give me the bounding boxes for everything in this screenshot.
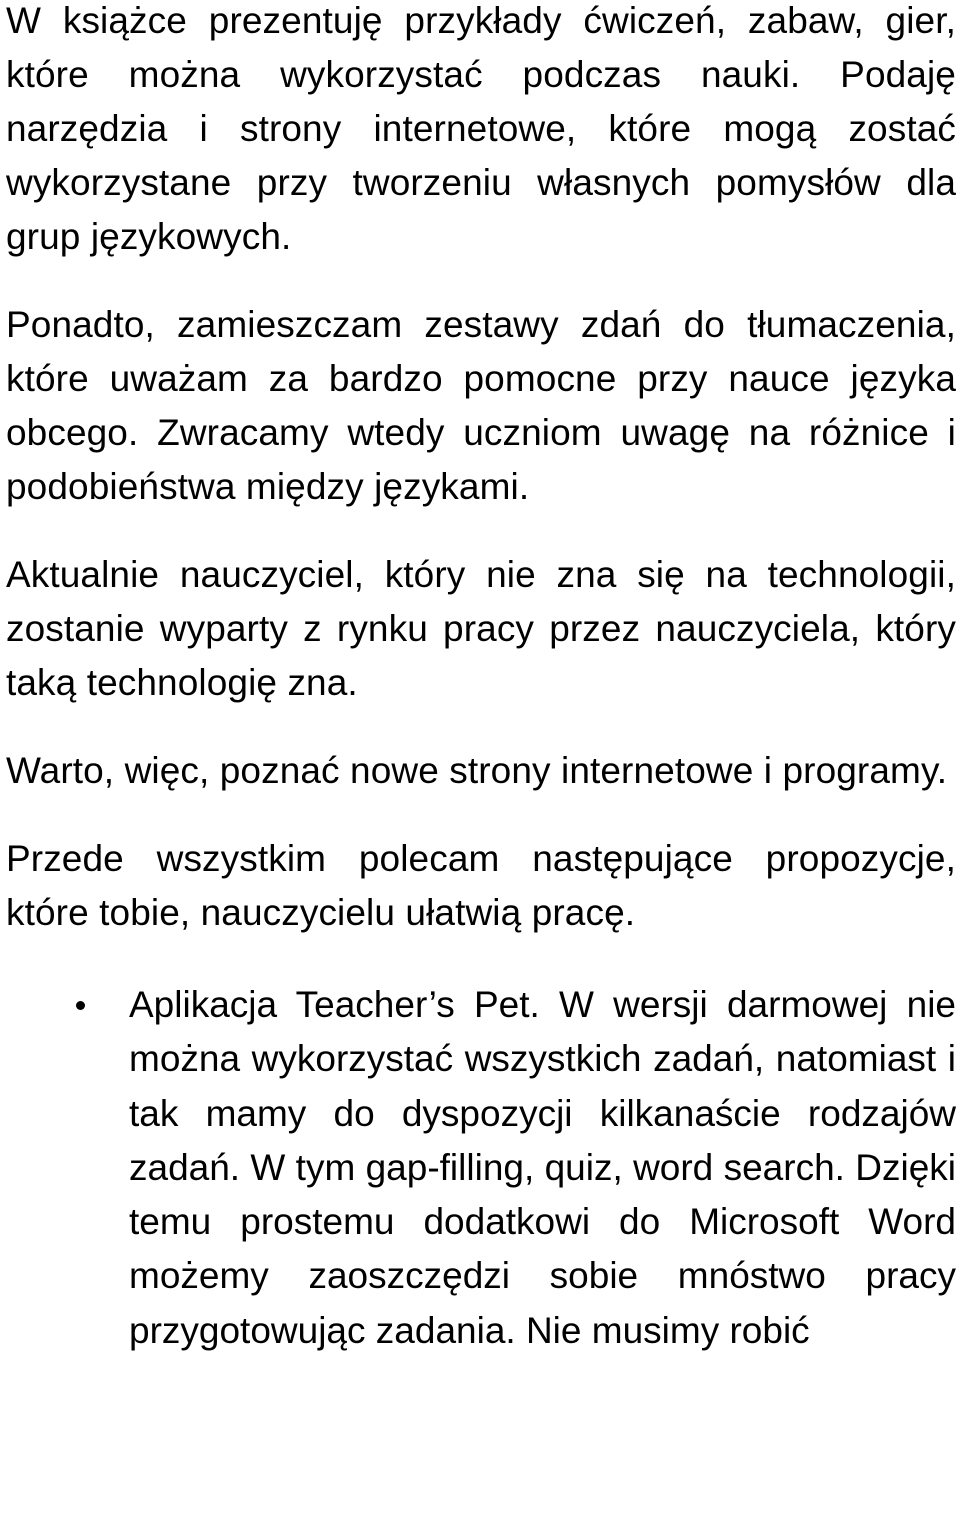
paragraph-technology: Aktualnie nauczyciel, który nie zna się na technologii, zostanie wyparty z rynku pracy przez nauczyciela, który taką technologię zna.	[6, 554, 956, 703]
document-page	[6, 0, 956, 1358]
paragraph-intro: W książce prezentuję przykłady ćwiczeń, zabaw, gier, które można wykorzystać podczas nauki. Podaję narzędzia i strony internetowe, które mogą zostać wykorzystane przy tworzeniu własnych pomysłów dla grup językowych.	[6, 0, 956, 257]
paragraph-recommendations: Przede wszystkim polecam następujące propozycje, które tobie, nauczycielu ułatwią pracę.	[6, 838, 956, 933]
recommendation-list	[6, 978, 956, 1358]
list-item-text: Aplikacja Teacher’s Pet. W wersji darmowej nie można wykorzystać wszystkich zadań, natomiast i tak mamy do dyspozycji kilkanaście rodzajów zadań. W tym gap-filling, quiz, word search. Dzięki temu prostemu dodatkowi do Microsoft Word możemy zaoszczędzi sobie mnóstwo pracy przygotowując zadania. Nie musimy robić	[129, 984, 956, 1351]
bullet-dot-icon	[76, 1001, 85, 1010]
list-item	[6, 978, 956, 1358]
paragraph-worth-knowing: Warto, więc, poznać nowe strony internetowe i programy.	[6, 750, 948, 791]
paragraph-translation-sets: Ponadto, zamieszczam zestawy zdań do tłumaczenia, które uważam za bardzo pomocne przy nauce języka obcego. Zwracamy wtedy uczniom uwagę na różnice i podobieństwa między językami.	[6, 304, 956, 507]
